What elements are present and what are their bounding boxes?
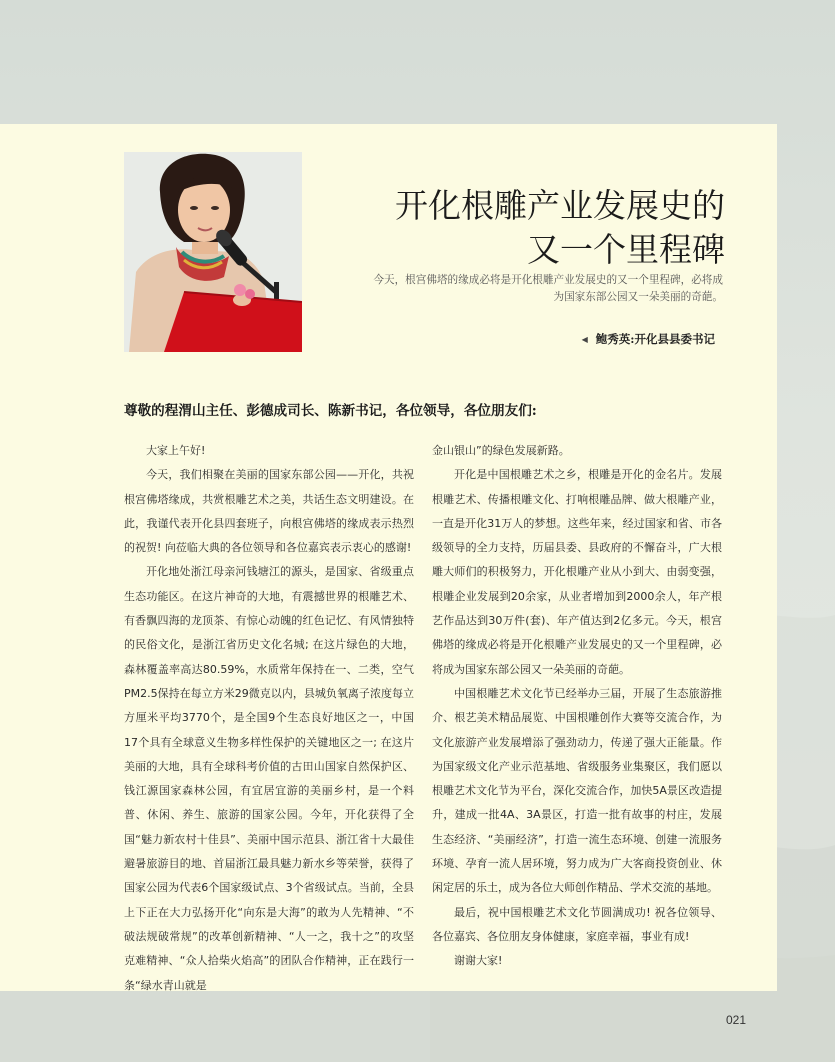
left-triangle-icon: ◀: [581, 334, 588, 344]
paragraph: 最后，祝中国根雕艺术文化节圆满成功! 祝各位领导、各位嘉宾、各位朋友身体健康，家庭幸福，事业有成!: [432, 905, 722, 943]
page-number: 021: [726, 1013, 747, 1027]
article-subtitle: 今天，根宫佛塔的缘成必将是开化根雕产业发展史的又一个里程碑，必将成为国家东部公园又一朵美丽的奇葩。: [373, 274, 723, 303]
title-line-2: 又一个里程碑: [527, 230, 725, 269]
paragraph: 金山银山”的绿色发展新路。: [432, 444, 570, 457]
speech-salutation: 尊敬的程渭山主任、彭德成司长、陈新书记，各位领导，各位朋友们:: [124, 403, 537, 419]
left-text-column: [124, 439, 414, 998]
author-byline: [582, 331, 715, 347]
article-title: [365, 184, 725, 272]
paragraph: 大家上午好!: [146, 444, 206, 457]
paragraph: 中国根雕艺术文化节已经举办三届，开展了生态旅游推介、根艺美术精品展览、中国根雕创作大赛等交流合作，为文化旅游产业发展增添了强劲动力，传递了强大正能量。作为国家级文化产业示范基地、省级服务业集聚区，我们愿以根雕艺术文化节为平台，深化交流合作，加快5A景区改造提升，建成一批4A、3A景区，打造一批有故事的村庄，发展生态经济、“美丽经济”，打造一流生态环境、创建一流服务环境、孕育一流人居环境，努力成为广大客商投资创业、休闲定居的乐土，成为各位大师创作精品、学术交流的基地。: [432, 686, 722, 895]
paragraph: 谢谢大家!: [454, 954, 503, 968]
title-line-1: 开化根雕产业发展史的: [395, 186, 725, 225]
right-text-column: [432, 439, 722, 974]
speaker-portrait-photo: [124, 152, 302, 352]
paragraph: 开化地处浙江母亲河钱塘江的源头，是国家、省级重点生态功能区。在这片神奇的大地，有震撼世界的根雕艺术、有香飘四海的龙顶茶、有惊心动魄的红色记忆、有风情独特的民俗文化，是浙江省历史文化名城; 在这片绿色的大地，森林覆盖率高达80.59%，水质常年保持在一、二类，空气PM2.5保持在每立方米29微克以内，县城负氧离子浓度每立方厘米平均3770个，是全国9个生态良好地区之一，中国17个具有全球意义生物多样性保护的关键地区之一; 在这片美丽的大地，具有全球科考价值的古田山国家自然保护区、钱江源国家森林公园，有宜居宜游的美丽乡村，是一个料普、休闲、养生、旅游的国家公园。今年，开化获得了全国“魅力新农村十佳县”、美丽中国示范县、浙江省十大最佳避暑旅游目的地、首届浙江最具魅力新水乡等荣誉，获得了国家公园为代表6个国家级试点、3个省级试点。当前，全县上下正在大力弘扬开化“向东是大海”的敢为人先精神、“不破法规破常规”的改革创新精神、“人一之，我十之”的攻坚克难精神、“众人拾柴火焰高”的团队合作精神，正在践行一条“绿水青山就是: [124, 565, 414, 992]
portrait-illustration: [124, 152, 302, 352]
paragraph: 今天，我们相聚在美丽的国家东部公园——开化，共祝根宫佛塔缘成，共赏根雕艺术之美，共话生态文明建设。在此，我谨代表开化县四套班子，向根宫佛塔的缘成表示热烈的祝贺! 向莅临大典的各位领导和各位嘉宾表示衷心的感谢!: [124, 468, 414, 555]
author-name: 鲍秀英:开化县县委书记: [595, 332, 715, 346]
paragraph: 开化是中国根雕艺术之乡，根雕是开化的金名片。发展根雕艺术、传播根雕文化、打响根雕品牌、做大根雕产业，一直是开化31万人的梦想。这些年来，经过国家和省、市各级领导的全力支持，历届县委、县政府的不懈奋斗，广大根雕大师们的积极努力，开化根雕产业从小到大、由弱变强，根雕企业发展到20余家，从业者增加到2000余人，年产根艺作品达到30万件(套)、年产值达到2亿多元。今天，根宫佛塔的缘成必将是开化根雕产业发展史的又一个里程碑，必将成为国家东部公园又一朵美丽的奇葩。: [432, 468, 722, 676]
